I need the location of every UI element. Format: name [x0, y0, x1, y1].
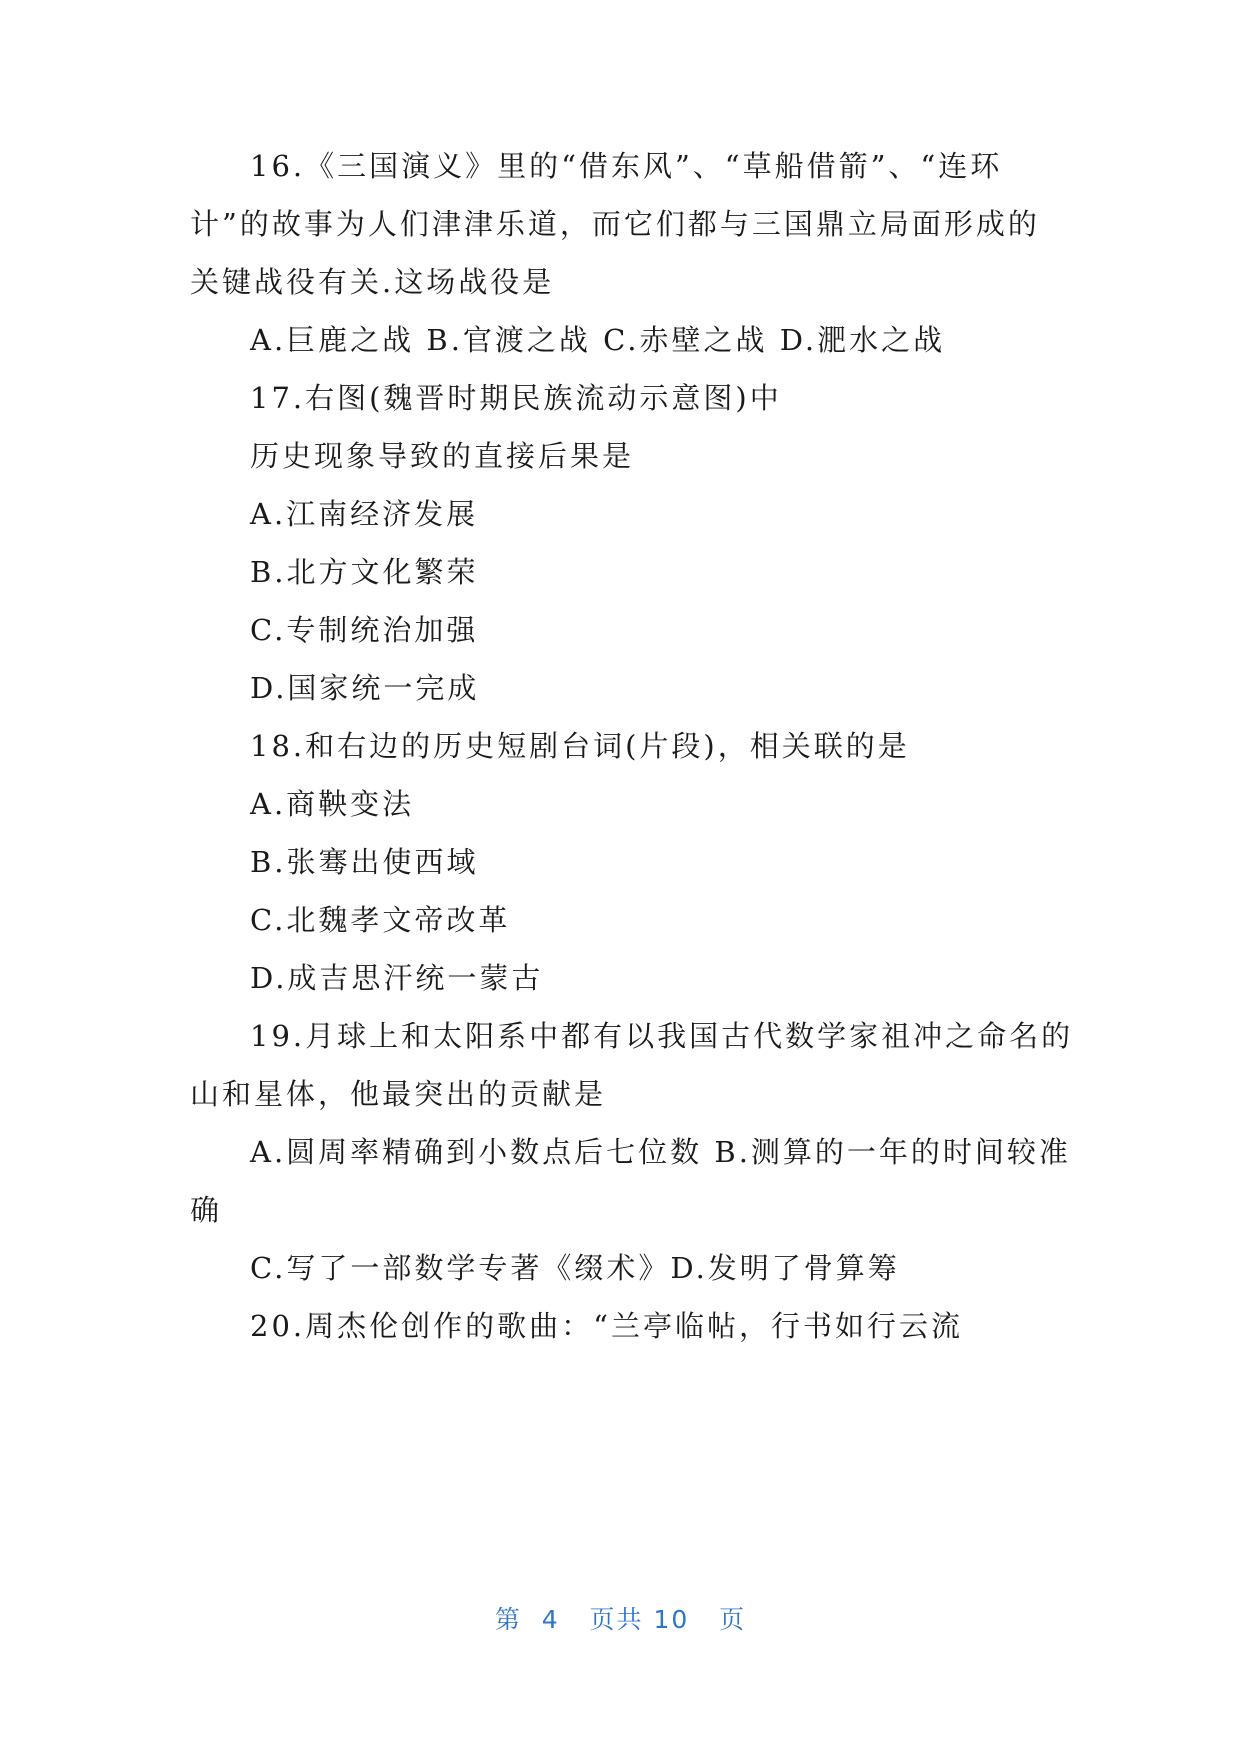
q17-option-a: A.江南经济发展	[250, 497, 479, 531]
q16-text-line1: 16.《三国演义》里的“借东风”、“草船借箭”、“连环	[250, 149, 1003, 183]
page-number-footer: 第 4 页共 10 页	[494, 1605, 747, 1634]
q17-text-line1: 17.右图(魏晋时期民族流动示意图)中	[250, 381, 782, 415]
q16-options: A.巨鹿之战 B.官渡之战 C.赤壁之战 D.淝水之战	[250, 323, 946, 357]
q18-option-d: D.成吉思汗统一蒙古	[250, 961, 544, 995]
q18-option-a: A.商鞅变法	[250, 787, 415, 821]
q16-text-line3: 关键战役有关.这场战役是	[190, 265, 555, 299]
q18-option-c: C.北魏孝文帝改革	[250, 903, 511, 937]
q20-text-line1: 20.周杰伦创作的歌曲：“兰亭临帖，行书如行云流	[250, 1309, 963, 1343]
q19-options-line1: A.圆周率精确到小数点后七位数 B.测算的一年的时间较准	[250, 1135, 1071, 1169]
q19-options-line2: 确	[190, 1193, 223, 1227]
q18-option-b: B.张骞出使西域	[250, 845, 479, 879]
q17-option-c: C.专制统治加强	[250, 613, 479, 647]
q19-options-line3: C.写了一部数学专著《缀术》D.发明了骨算筹	[250, 1251, 900, 1285]
q19-text-line2: 山和星体，他最突出的贡献是	[190, 1077, 607, 1111]
q18-text-line1: 18.和右边的历史短剧台词(片段)，相关联的是	[250, 729, 910, 763]
q17-option-b: B.北方文化繁荣	[250, 555, 479, 589]
q16-text-line2: 计”的故事为人们津津乐道，而它们都与三国鼎立局面形成的	[190, 207, 1040, 241]
q17-text-line2: 历史现象导致的直接后果是	[250, 439, 635, 473]
q19-text-line1: 19.月球上和太阳系中都有以我国古代数学家祖冲之命名的	[250, 1019, 1074, 1053]
q17-option-d: D.国家统一完成	[250, 671, 480, 705]
